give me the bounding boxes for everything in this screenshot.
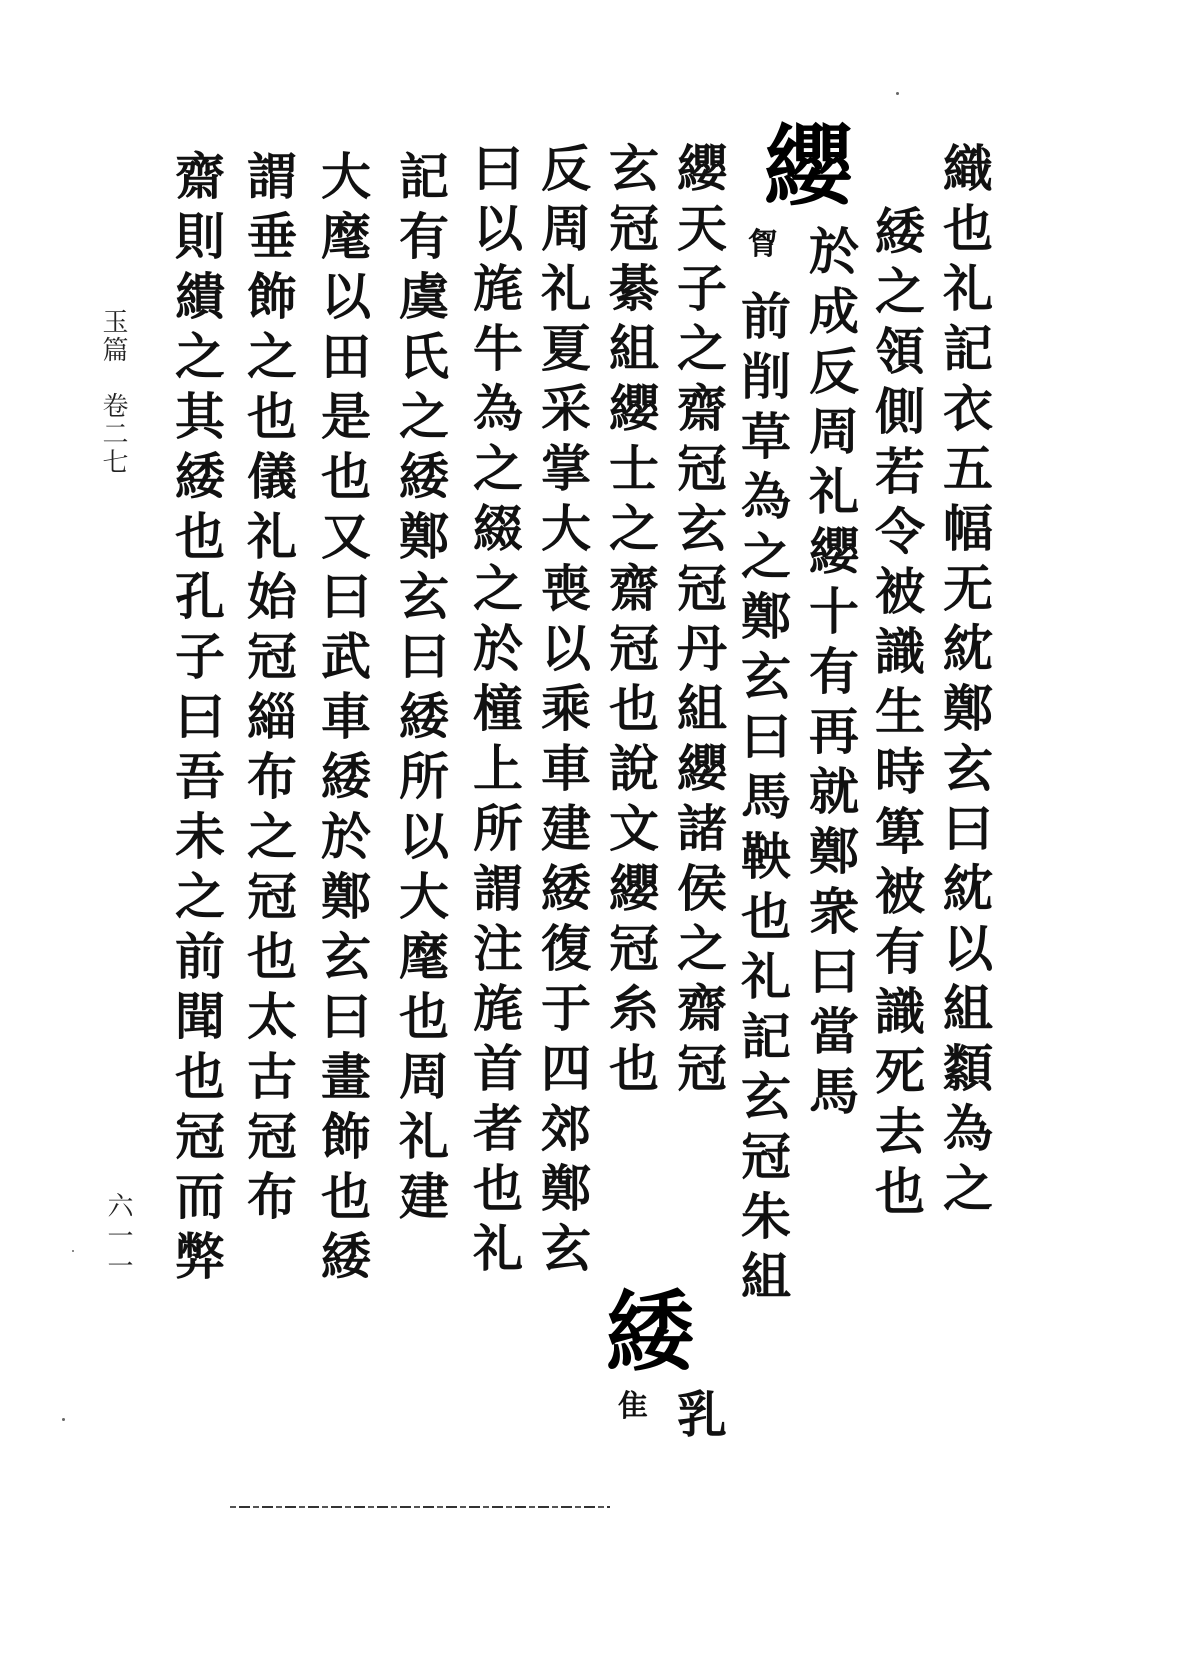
text-column-9: 記有虞氏之緌鄭玄曰緌所以大麾也周礼建 [391, 150, 450, 1230]
text-column-2: 緌之領側若令被識生時箄被有識死去也 [867, 205, 926, 1225]
text-column-5: 纓天子之齋冠玄冠丹組纓諸侯之齋冠 [669, 142, 728, 1102]
text-column-6: 玄冠綦組纓士之齋冠也說文纓冠糸也 [601, 142, 660, 1102]
text-column-5-end: 乳 [669, 1388, 728, 1448]
text-column-1: 織也礼記衣五幅无紞鄭玄曰紞以組纇為之 [935, 142, 994, 1222]
headword-ying: 纓 [764, 114, 853, 218]
text-column-7: 反周礼夏采掌大喪以乘車建緌復于四郊鄭玄 [533, 142, 592, 1282]
text-column-3: 於成反周礼纓十有再就鄭衆曰當馬 [801, 225, 860, 1125]
scan-speck [62, 1418, 65, 1421]
book-title-volume: 玉篇 卷二七 [98, 308, 128, 476]
text-column-4: 前削草為之鄭玄曰馬鞅也礼記玄冠朱組 [733, 290, 792, 1310]
page-number: 六一一 [103, 1192, 133, 1282]
scan-speck [896, 92, 899, 95]
bottom-rule-line [230, 1506, 610, 1508]
text-column-10: 大麾以田是也又曰武車緌於鄭玄曰畫飾也緌 [313, 150, 372, 1290]
text-column-11: 謂垂飾之也儀礼始冠緇布之冠也太古冠布 [239, 150, 298, 1230]
glyph-zhui: 隹 [618, 1389, 648, 1424]
text-column-8: 曰以旄牛為之綴之於橦上所謂注旄首者也礼 [465, 142, 524, 1282]
glyph-xiong: 胷 [748, 227, 778, 262]
headword-rui: 緌 [606, 1280, 695, 1384]
scan-speck [72, 1250, 74, 1252]
text-column-12: 齋則繢之其緌也孔子曰吾未之前聞也冠而弊 [167, 150, 226, 1290]
